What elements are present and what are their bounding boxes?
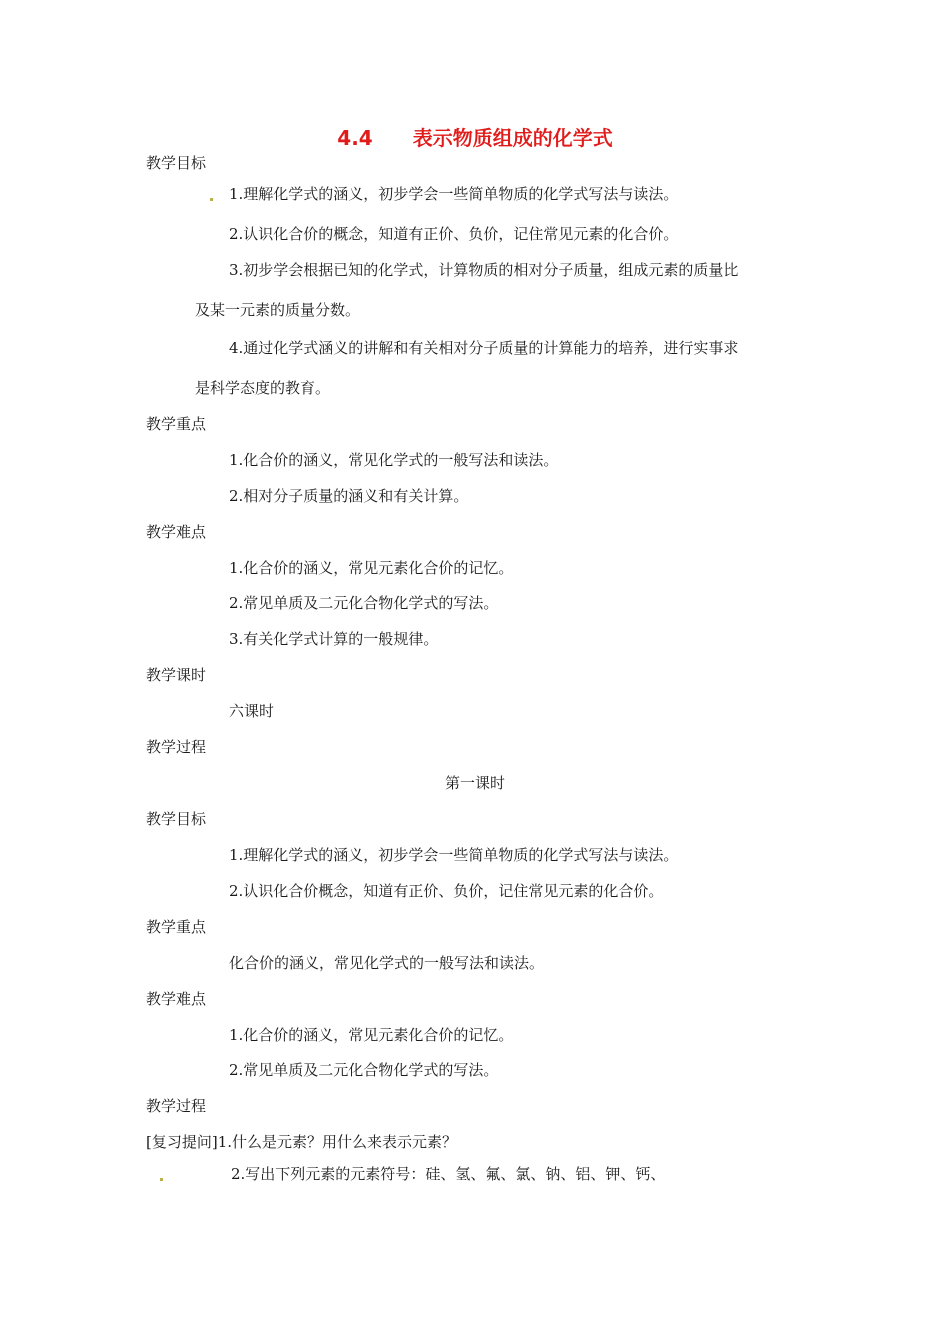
difficult-point-item: 2.常见单质及二元化合物化学式的写法。 xyxy=(229,594,499,612)
section-number: 4.4 xyxy=(337,126,373,150)
lesson-difficult-heading: 教学难点 xyxy=(146,990,207,1008)
lesson-key-heading: 教学重点 xyxy=(146,918,207,936)
lesson-key-point: 化合价的涵义，常见化学式的一般写法和读法。 xyxy=(229,954,545,972)
review-question-line xyxy=(146,1132,457,1152)
key-point-item: 2.相对分子质量的涵义和有关计算。 xyxy=(229,487,469,505)
goal-item: 4.通过化学式涵义的讲解和有关相对分子质量的计算能力的培养，进行实事求 xyxy=(229,339,739,357)
speck-mark xyxy=(160,1178,163,1181)
goal-item-continuation: 及某一元素的质量分数。 xyxy=(195,301,361,319)
hours-heading: 教学课时 xyxy=(146,666,207,684)
speck-mark xyxy=(210,198,213,201)
lesson-goals-heading: 教学目标 xyxy=(146,810,207,828)
goal-item: 3.初步学会根据已知的化学式，计算物质的相对分子质量，组成元素的质量比 xyxy=(229,261,739,279)
goal-item-continuation: 是科学态度的教育。 xyxy=(195,379,331,397)
difficult-point-item: 3.有关化学式计算的一般规律。 xyxy=(229,630,439,648)
lesson-process-heading: 教学过程 xyxy=(146,1097,207,1115)
title-text: 表示物质组成的化学式 xyxy=(412,126,613,150)
lesson-goal-item: 2.认识化合价概念，知道有正价、负价，记住常见元素的化合价。 xyxy=(229,882,664,900)
review-question: 2.写出下列元素的元素符号：硅、氢、氟、氯、钠、铝、钾、钙、 xyxy=(231,1165,666,1183)
lesson-goal-item: 1.理解化学式的涵义，初步学会一些简单物质的化学式写法与读法。 xyxy=(229,846,679,864)
lesson-difficult-item: 1.化合价的涵义，常见元素化合价的记忆。 xyxy=(229,1026,514,1044)
goal-item: 2.认识化合价的概念，知道有正价、负价，记住常见元素的化合价。 xyxy=(229,225,679,243)
review-question: 1.什么是元素？用什么来表示元素？ xyxy=(217,1133,458,1151)
lesson-title: 第一课时 xyxy=(444,774,505,792)
difficult-points-heading: 教学难点 xyxy=(146,523,207,541)
difficult-point-item: 1.化合价的涵义，常见元素化合价的记忆。 xyxy=(229,559,514,577)
process-heading: 教学过程 xyxy=(146,738,207,756)
key-point-item: 1.化合价的涵义，常见化学式的一般写法和读法。 xyxy=(229,451,559,469)
goals-heading: 教学目标 xyxy=(146,154,207,172)
key-points-heading: 教学重点 xyxy=(146,415,207,433)
hours-value: 六课时 xyxy=(229,702,275,720)
lesson-difficult-item: 2.常见单质及二元化合物化学式的写法。 xyxy=(229,1061,499,1079)
page-title xyxy=(0,124,950,152)
goal-item: 1.理解化学式的涵义，初步学会一些简单物质的化学式写法与读法。 xyxy=(229,185,679,203)
review-label: [复习提问] xyxy=(146,1133,218,1151)
